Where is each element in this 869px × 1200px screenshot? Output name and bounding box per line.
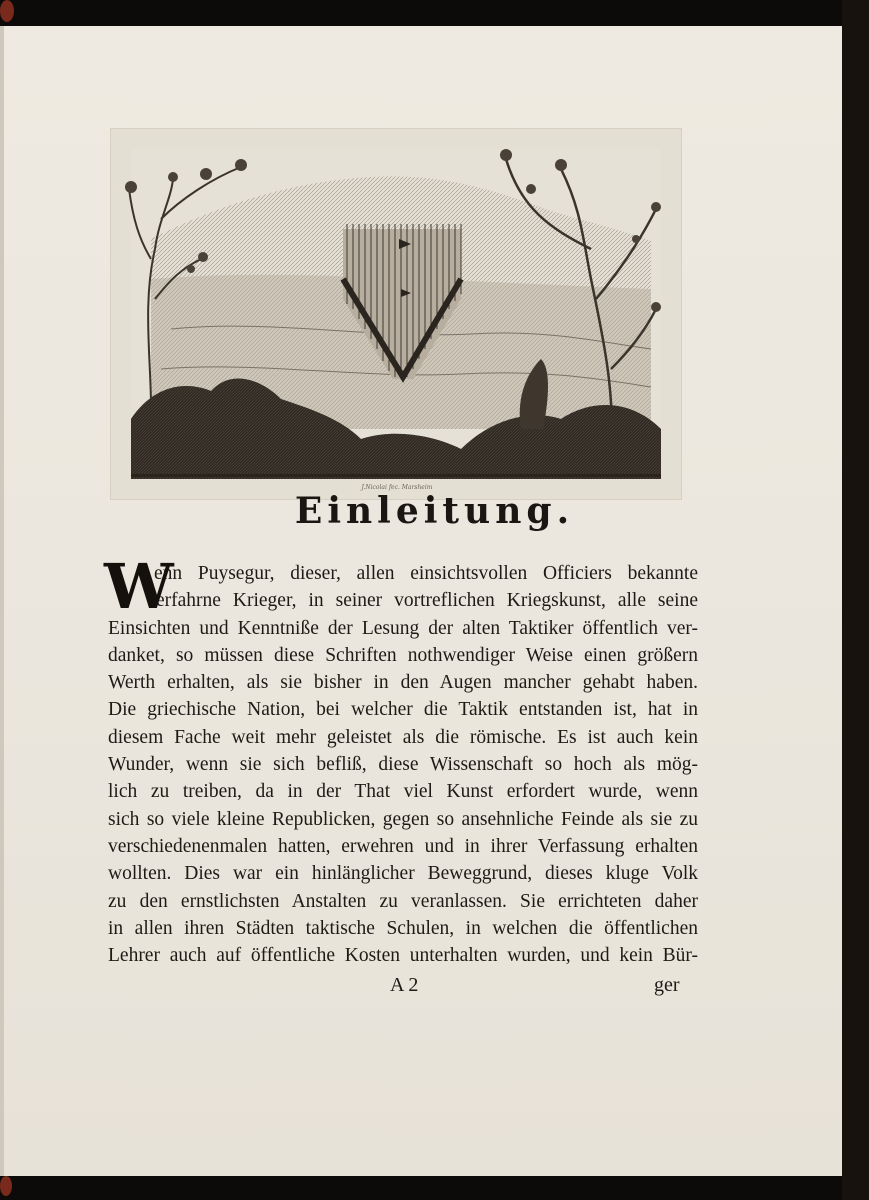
text-line: Die griechische Nation, bei welcher die Taktik entstanden ist, hat in <box>108 699 698 721</box>
text-line: Einsichten und Kenntniße der Lesung der alten Taktiker öffentlich ver- <box>108 617 698 639</box>
body-paragraph <box>104 550 698 969</box>
binding-shadow <box>842 0 869 1200</box>
red-stain <box>0 0 14 22</box>
text-line: wollten. Dies war ein hinlänglicher Beweggrund, dieses kluge Volk <box>108 863 698 885</box>
text-line: diesem Fache weit mehr geleistet als die römische. Es ist auch kein <box>108 726 698 748</box>
text-line: danket, so müssen diese Schriften nothwendiger Weise einen größern <box>108 644 698 666</box>
chapter-heading: Einleitung. <box>294 490 575 532</box>
red-stain <box>0 1176 12 1196</box>
text-line: erfahrne Krieger, in seiner vortreflichen Kriegskunst, alle seine <box>156 590 698 612</box>
drop-cap: W <box>104 550 174 623</box>
text-line: lich zu treiben, da in der That viel Kunst erfordert wurde, wenn <box>108 781 698 803</box>
text-line: Wunder, wenn sie sich befliß, diese Wissenschaft so hoch als mög- <box>108 754 698 776</box>
signature-mark: A 2 <box>390 974 419 996</box>
engraving-illustration <box>111 129 681 499</box>
text-line: verschiedenenmalen hatten, erwehren und in ihrer Verfassung erhalten <box>108 835 698 857</box>
text-line: sich so viele kleine Republicken, gegen so ansehnliche Feinde als sie zu <box>108 808 698 830</box>
catchword: ger <box>654 974 680 996</box>
engraver-credit: J.Nicolai fec. Marsheim <box>361 484 433 491</box>
text-line: Werth erhalten, als sie bisher in den Augen mancher gehabt haben. <box>108 672 698 694</box>
text-line: enn Puysegur, dieser, allen einsichtsvollen Officiers bekannte <box>154 563 698 584</box>
text-line: in allen ihren Städten taktische Schulen, in welchen die öffentlichen <box>108 917 698 939</box>
text-line: Lehrer auch auf öffentliche Kosten unterhalten wurden, und kein Bür- <box>108 945 698 967</box>
headpiece-engraving <box>110 128 682 500</box>
text-line: zu den ernstlichsten Anstalten zu veranlassen. Sie errichteten daher <box>108 890 698 912</box>
